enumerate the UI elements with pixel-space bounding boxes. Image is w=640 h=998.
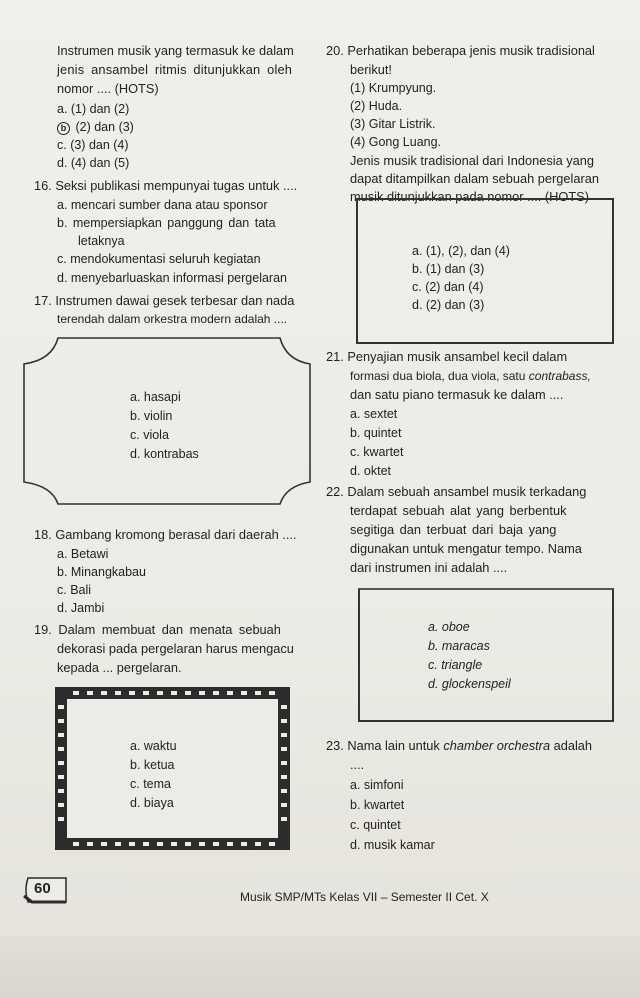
q20-item-2: (2) Huda. <box>350 99 403 113</box>
q22-line1: 22. Dalam sebuah ansambel musik terkadang <box>326 484 587 499</box>
q23-line1-a: 23. Nama lain untuk <box>326 738 444 753</box>
q20-item-4: (4) Gong Luang. <box>350 135 442 149</box>
q22-line5: dari instrumen ini adalah .... <box>350 560 508 575</box>
q20-option-c: c. (2) dan (4) <box>412 280 484 294</box>
q16-option-b: b. mempersiapkan panggung dan tata <box>57 216 276 230</box>
q18-option-c: c. Bali <box>57 583 92 597</box>
q15-option-b <box>57 119 134 135</box>
q21-option-b: b. quintet <box>350 426 402 440</box>
q17-option-c: c. viola <box>130 428 169 442</box>
q18-question: 18. Gambang kromong berasal dari daerah .... <box>34 527 297 542</box>
q22-line2: terdapat sebuah alat yang berbentuk <box>350 503 567 518</box>
q20-options-box <box>356 198 614 344</box>
q15-option-c: c. (3) dan (4) <box>57 138 129 152</box>
q16-option-c: c. mendokumentasi seluruh kegiatan <box>57 252 261 266</box>
q21-option-d: d. oktet <box>350 464 391 478</box>
q20-line1: 20. Perhatikan beberapa jenis musik tradisional <box>326 43 595 58</box>
q18-option-b: b. Minangkabau <box>57 565 146 579</box>
q19-line3: kepada ... pergelaran. <box>57 660 182 675</box>
q19-option-c: c. tema <box>130 777 171 791</box>
q21-line3: dan satu piano termasuk ke dalam .... <box>350 387 564 402</box>
q22-options-box <box>358 588 614 722</box>
q17-line1: 17. Instrumen dawai gesek terbesar dan nada <box>34 293 295 308</box>
q21-contrabass: contrabass, <box>528 369 591 383</box>
q23-chamber-orchestra: chamber orchestra <box>443 738 551 753</box>
q22-option-a: a. oboe <box>428 620 470 634</box>
q16-option-b-cont: letaknya <box>78 234 125 248</box>
q23-line1 <box>326 738 592 754</box>
q15-line1: Instrumen musik yang termasuk ke dalam <box>57 43 294 58</box>
q23-option-b: b. kwartet <box>350 798 405 812</box>
q20-item-3: (3) Gitar Listrik. <box>350 117 436 131</box>
q19-line1: 19. Dalam membuat dan menata sebuah <box>34 622 281 637</box>
q21-option-c: c. kwartet <box>350 445 404 459</box>
q23-line2: .... <box>350 757 365 772</box>
q19-option-d: d. biaya <box>130 796 174 810</box>
q20-para-line1: Jenis musik tradisional dari Indonesia yang <box>350 153 594 168</box>
q19-line2: dekorasi pada pergelaran harus mengacu <box>57 641 294 656</box>
q21-line2 <box>350 368 591 384</box>
q22-option-b: b. maracas <box>428 639 490 653</box>
q22-line3: segitiga dan terbuat dari baja yang <box>350 522 557 537</box>
q15-option-d: d. (4) dan (5) <box>57 156 130 170</box>
q21-option-a: a. sextet <box>350 407 398 421</box>
q17-option-b: b. violin <box>130 409 173 423</box>
q20-option-a: a. (1), (2), dan (4) <box>412 244 510 258</box>
q20-para-line3: musik ditunjukkan pada nomor .... (HOTS) <box>350 189 589 204</box>
q23-option-a: a. simfoni <box>350 778 404 792</box>
q20-option-d: d. (2) dan (3) <box>412 298 485 312</box>
q15-line3: nomor .... (HOTS) <box>57 81 159 96</box>
footer-caption: Musik SMP/MTs Kelas VII – Semester II Cet. X <box>240 890 489 904</box>
q16-option-d: d. menyebarluaskan informasi pergelaran <box>57 271 287 285</box>
q16-option-a: a. mencari sumber dana atau sponsor <box>57 198 268 212</box>
q22-option-c: c. triangle <box>428 658 483 672</box>
q15-option-b-text: (2) dan (3) <box>75 120 134 134</box>
q17-option-d: d. kontrabas <box>130 447 199 461</box>
q22-line4: digunakan untuk mengatur tempo. Nama <box>350 541 582 556</box>
q16-question: 16. Seksi publikasi mempunyai tugas untuk .... <box>34 178 298 193</box>
q18-option-a: a. Betawi <box>57 547 109 561</box>
q20-line2: berikut! <box>350 62 392 77</box>
q17-option-a: a. hasapi <box>130 390 181 404</box>
q19-option-b: b. ketua <box>130 758 175 772</box>
page-bottom-shadow <box>0 936 640 998</box>
q20-option-b: b. (1) dan (3) <box>412 262 485 276</box>
q21-line2-text: formasi dua biola, dua viola, satu <box>350 369 529 383</box>
q22-option-d: d. glockenspeil <box>428 677 511 691</box>
q23-option-c: c. quintet <box>350 818 401 832</box>
q18-option-d: d. Jambi <box>57 601 105 615</box>
page-number: 60 <box>34 880 51 897</box>
q21-line1: 21. Penyajian musik ansambel kecil dalam <box>326 349 568 364</box>
q15-option-a: a. (1) dan (2) <box>57 102 130 116</box>
q23-line1-c: adalah <box>550 738 593 753</box>
q17-line2: terendah dalam orkestra modern adalah .... <box>57 312 288 326</box>
q15-line2: jenis ansambel ritmis ditunjukkan oleh <box>57 62 293 77</box>
q20-para-line2: dapat ditampilkan dalam sebuah pergelaran <box>350 171 599 186</box>
q20-item-1: (1) Krumpyung. <box>350 81 437 95</box>
q19-option-a: a. waktu <box>130 739 177 753</box>
q23-option-d: d. musik kamar <box>350 838 435 852</box>
circled-answer-b: b <box>57 122 70 135</box>
